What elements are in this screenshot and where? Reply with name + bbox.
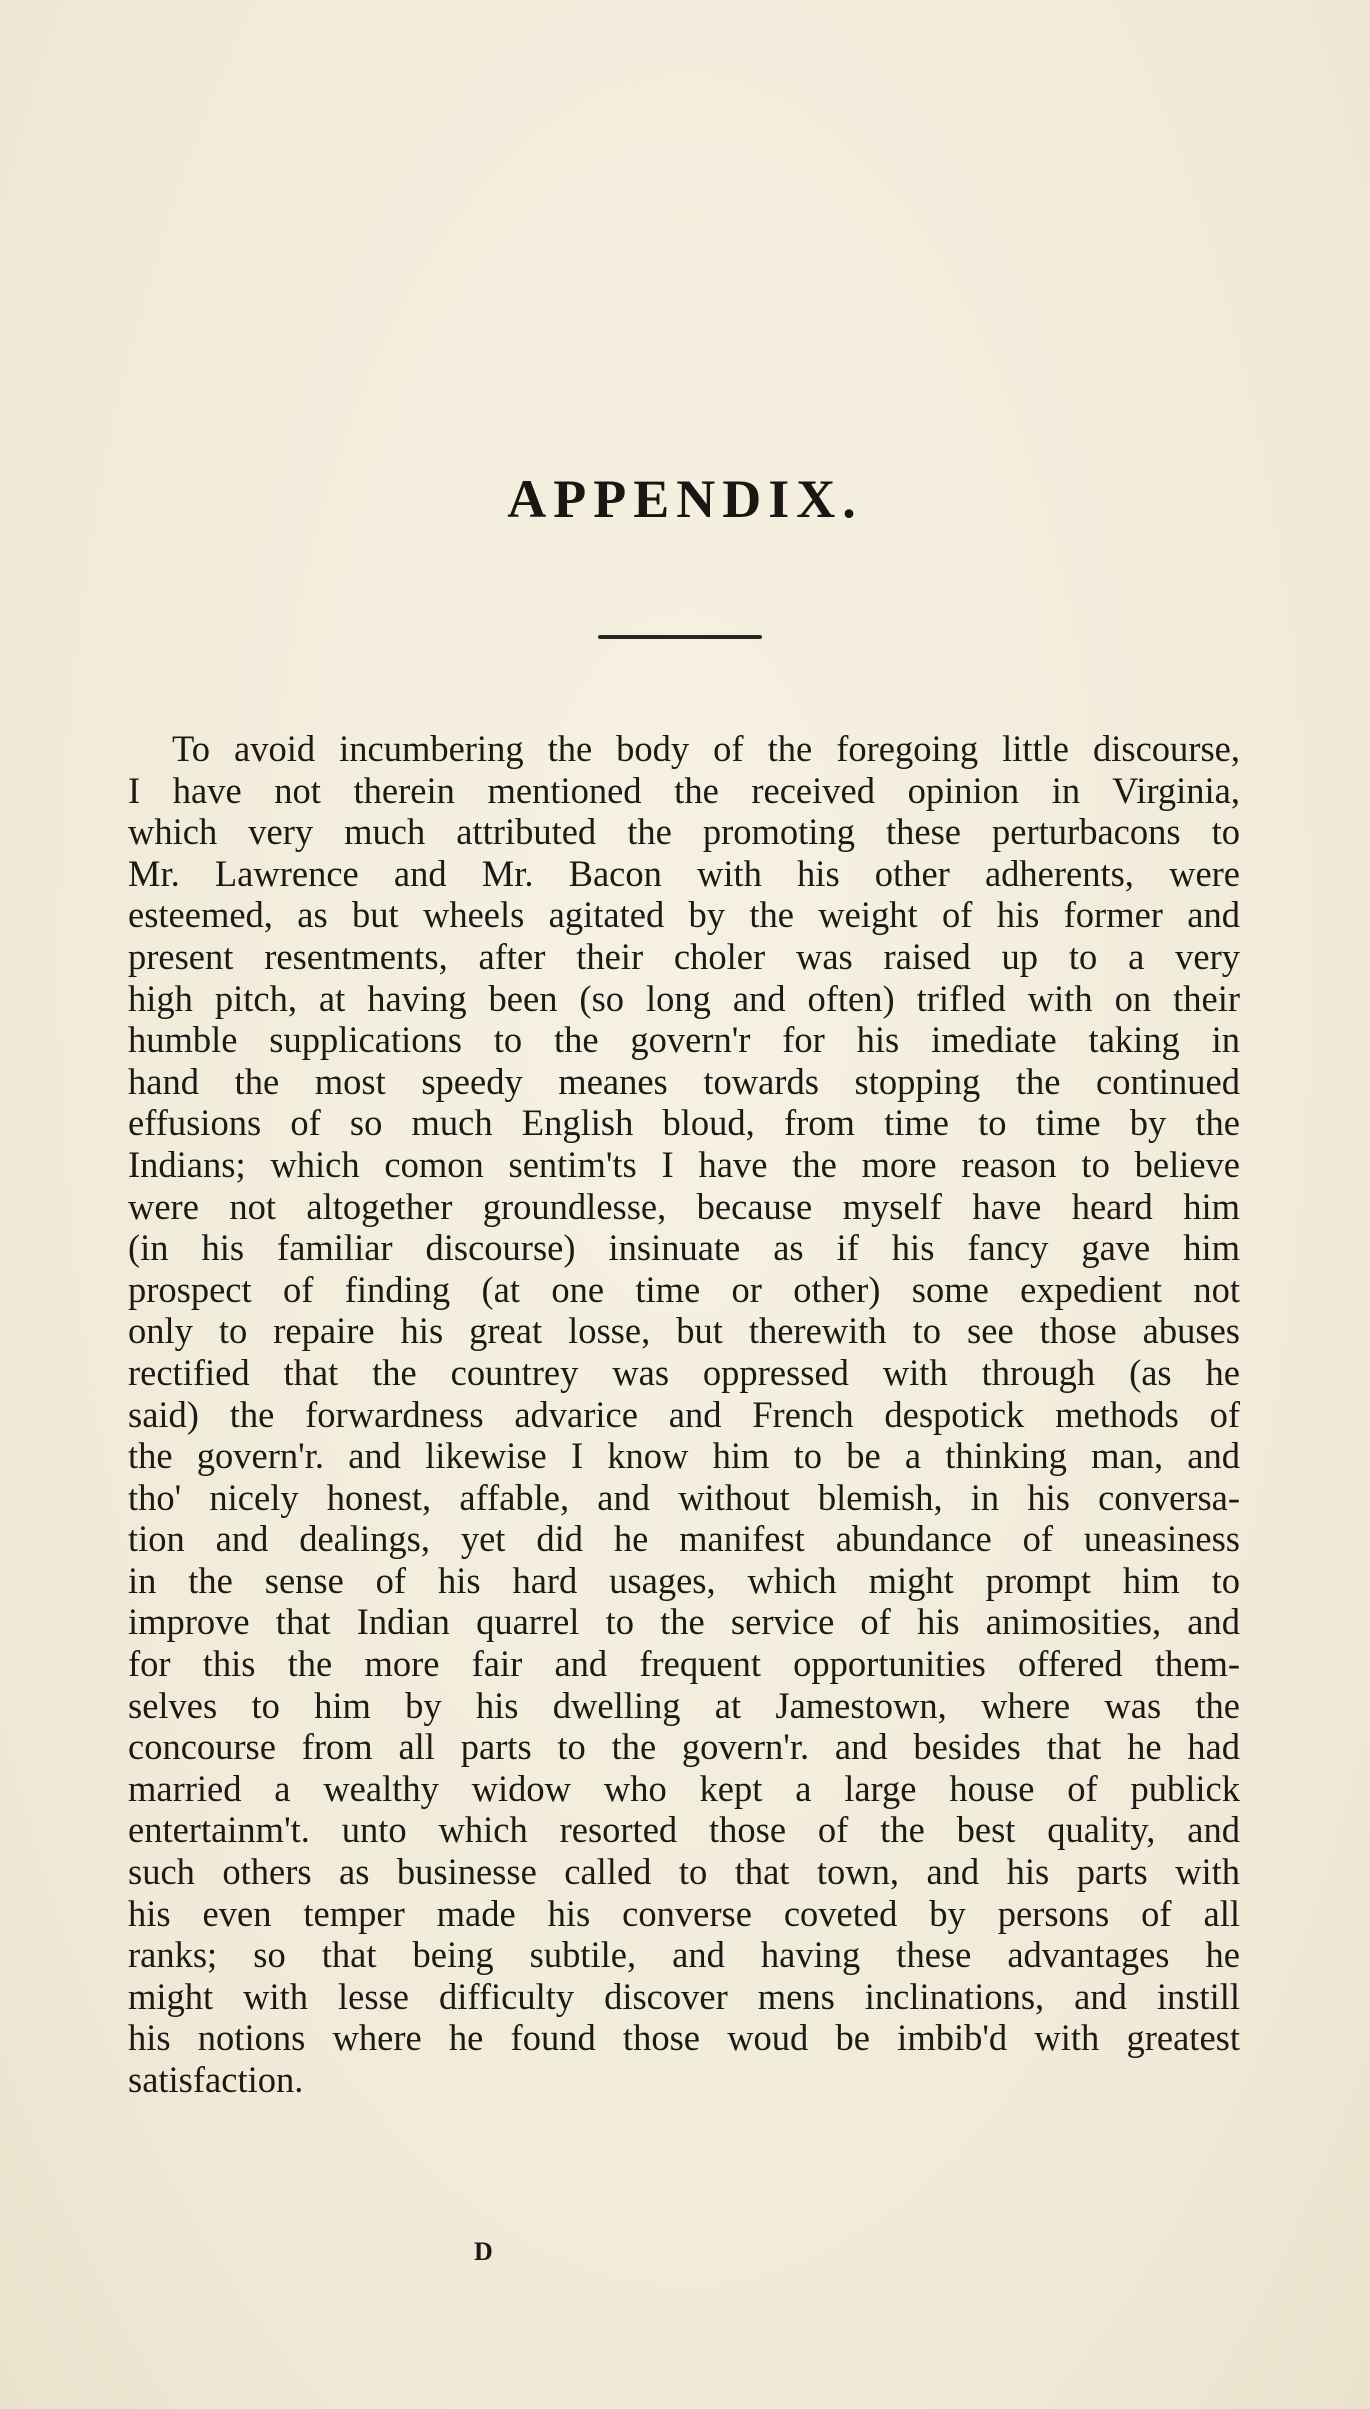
text-line: improve that Indian quarrel to the service of his animosities, and	[128, 1601, 1240, 1643]
title-rule	[598, 635, 762, 639]
text-line: in the sense of his hard usages, which might prompt him to	[128, 1559, 1240, 1601]
text-line: present resentments, after their choler was raised up to a very	[128, 935, 1240, 977]
text-line: which very much attributed the promoting these perturbacons to	[128, 811, 1240, 853]
text-line: married a wealthy widow who kept a large house of publick	[128, 1767, 1240, 1809]
text-line: To avoid incumbering the body of the foregoing little discourse,	[172, 728, 1240, 769]
text-line: entertainm't. unto which resorted those of the best quality, and	[128, 1809, 1240, 1851]
text-line: effusions of so much English bloud, from time to time by the	[128, 1102, 1240, 1144]
page-title: APPENDIX.	[507, 469, 863, 529]
text-line: such others as businesse called to that town, and his parts with	[128, 1851, 1240, 1893]
text-line: might with lesse difficulty discover mens inclinations, and instill	[128, 1975, 1240, 2017]
bleed-through-texture	[240, 150, 1240, 330]
text-line: tion and dealings, yet did he manifest abundance of uneasiness	[128, 1518, 1240, 1560]
text-line: his even temper made his converse coveted by persons of all	[128, 1892, 1240, 1934]
text-line: esteemed, as but wheels agitated by the weight of his former and	[128, 894, 1240, 936]
text-line: said) the forwardness advarice and French despotick methods of	[128, 1393, 1240, 1435]
text-line: satisfaction.	[128, 2059, 304, 2100]
text-line: hand the most speedy meanes towards stopping the continued	[128, 1060, 1240, 1102]
text-line: his notions where he found those woud be imbib'd with greatest	[128, 2017, 1240, 2059]
text-line: ranks; so that being subtile, and having these advantages he	[128, 1934, 1240, 1976]
text-line: only to repaire his great losse, but therewith to see those abuses	[128, 1310, 1240, 1352]
text-line: the govern'r. and likewise I know him to be a thinking man, and	[128, 1435, 1240, 1477]
text-line: Indians; which comon sentim'ts I have the more reason to believe	[128, 1143, 1240, 1185]
text-line: I have not therein mentioned the received opinion in Virginia,	[128, 769, 1240, 811]
text-line: rectified that the countrey was oppressed with through (as he	[128, 1351, 1240, 1393]
text-line: tho' nicely honest, affable, and without blemish, in his conversa-	[128, 1476, 1240, 1518]
text-line: Mr. Lawrence and Mr. Bacon with his other adherents, were	[128, 852, 1240, 894]
text-line: humble supplications to the govern'r for his imediate taking in	[128, 1019, 1240, 1061]
text-line: (in his familiar discourse) insinuate as if his fancy gave him	[128, 1227, 1240, 1269]
text-line: prospect of finding (at one time or other) some expedient not	[128, 1268, 1240, 1310]
text-line: high pitch, at having been (so long and often) trifled with on their	[128, 977, 1240, 1019]
text-line: concourse from all parts to the govern'r. and besides that he had	[128, 1726, 1240, 1768]
text-line: were not altogether groundlesse, because myself have heard him	[128, 1185, 1240, 1227]
signature-mark: D	[474, 2237, 493, 2266]
text-line: for this the more fair and frequent opportunities offered them-	[128, 1643, 1240, 1685]
body-paragraph	[128, 728, 1240, 2101]
text-line: selves to him by his dwelling at Jamestown, where was the	[128, 1684, 1240, 1726]
